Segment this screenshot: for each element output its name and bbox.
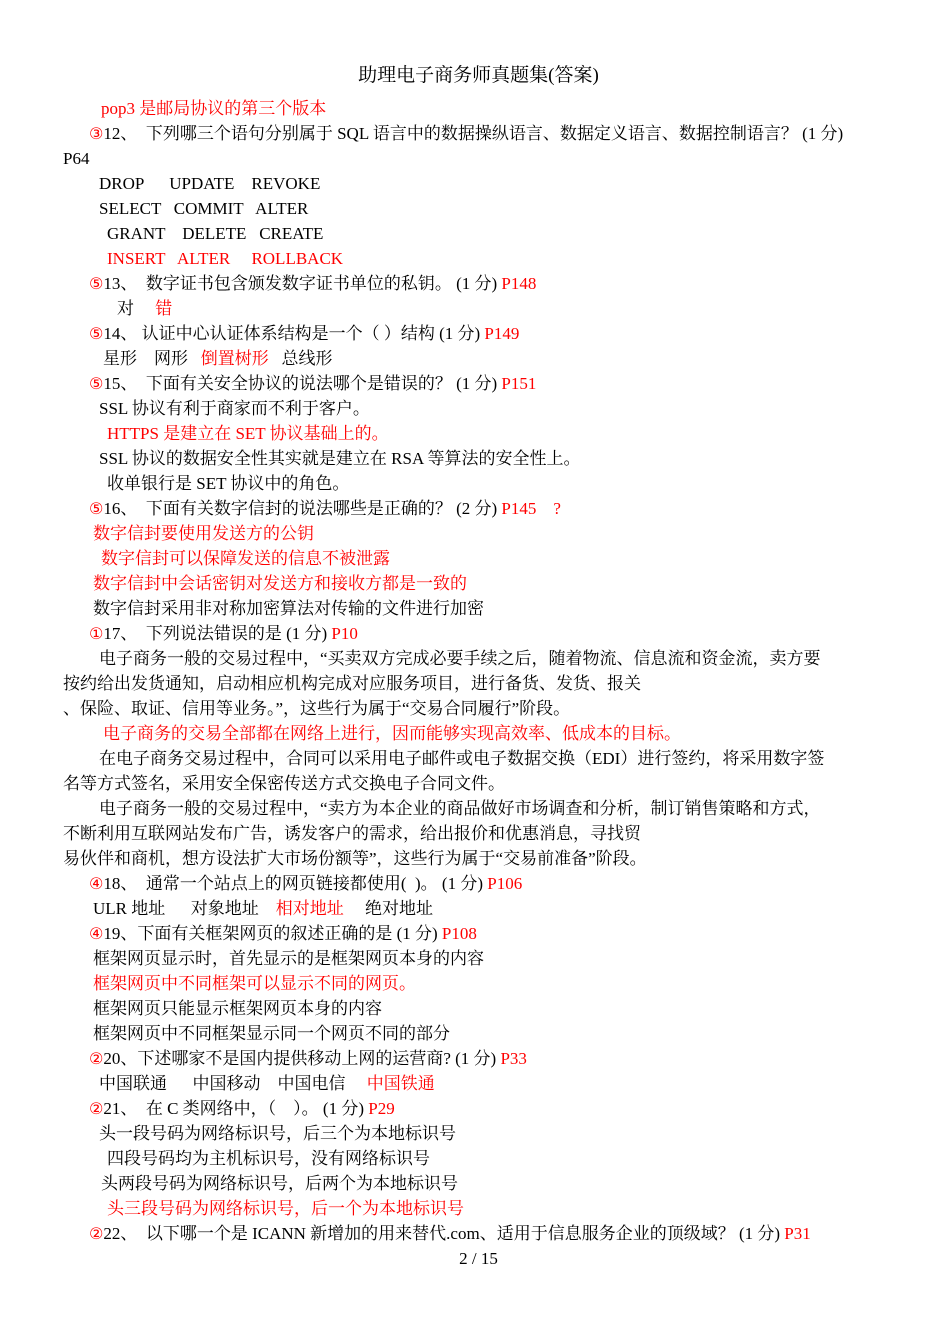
answer-text: 数字信封中会话密钥对发送方和接收方都是一致的 xyxy=(93,574,467,593)
body-text: SSL 协议的数据安全性其实就是建立在 RSA 等算法的安全性上。 xyxy=(99,449,581,468)
body-text: 框架网页中不同框架显示同一个网页不同的部分 xyxy=(93,1024,450,1043)
body-text: 四段号码均为主机标识号，没有网络标识号 xyxy=(107,1149,430,1168)
doc-line xyxy=(63,521,894,546)
body-text: 17、 下列说法错误的是 (1 分) xyxy=(103,624,332,643)
body-text: 绝对地址 xyxy=(343,899,433,918)
doc-line xyxy=(63,196,894,221)
body-text: 中国联通 中国移动 中国电信 xyxy=(99,1074,367,1093)
doc-line xyxy=(63,871,894,896)
doc-line xyxy=(63,946,894,971)
doc-line xyxy=(63,346,894,371)
doc-line xyxy=(63,1071,894,1096)
doc-line xyxy=(63,296,894,321)
body-text: 21、 在 C 类网络中，（ ）。 (1 分) xyxy=(103,1099,369,1118)
doc-line xyxy=(63,1196,894,1221)
answer-text: 倒置树形 xyxy=(200,349,269,368)
body-text: SSL 协议有利于商家而不利于客户。 xyxy=(99,399,370,418)
answer-text: pop3 是邮局协议的第三个版本 xyxy=(101,99,327,118)
doc-line xyxy=(63,396,894,421)
doc-line xyxy=(63,96,894,121)
doc-line xyxy=(63,1096,894,1121)
answer-text: HTTPS 是建立在 SET 协议基础上的。 xyxy=(107,424,389,443)
body-text: 数字信封采用非对称加密算法对传输的文件进行加密 xyxy=(93,599,484,618)
answer-text: P106 xyxy=(487,874,523,893)
doc-line xyxy=(63,721,894,746)
doc-line xyxy=(63,796,894,821)
doc-line xyxy=(63,1221,894,1246)
answer-text: P145 ? xyxy=(501,499,561,518)
body-text: 18、 通常一个站点上的网页链接都使用( )。 (1 分) xyxy=(103,874,488,893)
doc-line xyxy=(63,921,894,946)
body-text: P64 xyxy=(63,149,90,168)
body-text: 框架网页显示时，首先显示的是框架网页本身的内容 xyxy=(93,949,484,968)
page-number: 2 / 15 xyxy=(459,1249,498,1268)
body-text: 14、 认证中心认证体系结构是一个（ ）结构 (1 分) xyxy=(103,324,485,343)
question-number-badge: ① xyxy=(89,624,104,643)
body-text: 易伙伴和商机，想方设法扩大市场份额等”，这些行为属于“交易前准备”阶段。 xyxy=(63,849,647,868)
doc-line xyxy=(63,221,894,246)
doc-line xyxy=(63,321,894,346)
body-text: 收单银行是 SET 协议中的角色。 xyxy=(107,474,350,493)
doc-line xyxy=(63,746,894,771)
answer-text: P33 xyxy=(500,1049,527,1068)
question-number-badge: ② xyxy=(89,1224,104,1243)
doc-line xyxy=(63,1146,894,1171)
doc-line xyxy=(63,671,894,696)
body-text: 电子商务一般的交易过程中，“买卖双方完成必要手续之后，随着物流、信息流和资金流，卖方要 xyxy=(99,649,821,668)
doc-line xyxy=(63,171,894,196)
doc-line xyxy=(63,246,894,271)
body-text: 16、 下面有关数字信封的说法哪些是正确的？ (2 分) xyxy=(103,499,502,518)
answer-text: P31 xyxy=(784,1224,811,1243)
body-text: 对 xyxy=(117,299,156,318)
answer-text: 框架网页中不同框架可以显示不同的网页。 xyxy=(93,974,416,993)
doc-line xyxy=(63,996,894,1021)
answer-text: INSERT ALTER ROLLBACK xyxy=(107,249,344,268)
page-title: 助理电子商务师真题集(答案) xyxy=(358,65,599,86)
doc-line xyxy=(63,471,894,496)
body-text: 按约给出发货通知，启动相应机构完成对应服务项目，进行备货、发货、报关 xyxy=(63,674,641,693)
body-text: GRANT DELETE CREATE xyxy=(107,224,324,243)
body-text: 12、 下列哪三个语句分别属于 SQL 语言中的数据操纵语言、数据定义语言、数据控制语言？ (1 分) xyxy=(103,124,844,143)
body-text: 不断利用互联网站发布广告，诱发客户的需求，给出报价和优惠消息，寻找贸 xyxy=(63,824,641,843)
answer-text: 相对地址 xyxy=(275,899,344,918)
body-text: 名等方式签名，采用安全保密传送方式交换电子合同文件。 xyxy=(63,774,505,793)
doc-line xyxy=(63,1046,894,1071)
answer-text: P149 xyxy=(484,324,520,343)
answer-text: P10 xyxy=(331,624,358,643)
answer-text: P148 xyxy=(501,274,537,293)
body-text: 在电子商务交易过程中，合同可以采用电子邮件或电子数据交换（EDI）进行签约，将采用数字签 xyxy=(99,749,825,768)
body-text: 星形 网形 xyxy=(103,349,201,368)
doc-line xyxy=(63,971,894,996)
doc-line xyxy=(63,371,894,396)
doc-line xyxy=(63,121,894,146)
question-number-badge: ④ xyxy=(89,924,104,943)
doc-line xyxy=(63,421,894,446)
doc-line xyxy=(63,821,894,846)
answer-text: 数字信封可以保障发送的信息不被泄露 xyxy=(101,549,390,568)
doc-line xyxy=(63,146,894,171)
body-text: DROP UPDATE REVOKE xyxy=(99,174,321,193)
doc-line xyxy=(63,1121,894,1146)
doc-line xyxy=(63,896,894,921)
body-text: 13、 数字证书包含颁发数字证书单位的私钥。 (1 分) xyxy=(103,274,502,293)
answer-text: 错 xyxy=(155,299,173,318)
answer-text: 中国铁通 xyxy=(366,1074,435,1093)
doc-line xyxy=(63,771,894,796)
doc-line xyxy=(63,271,894,296)
question-number-badge: ③ xyxy=(89,124,104,143)
question-number-badge: ④ xyxy=(89,874,104,893)
question-number-badge: ② xyxy=(89,1099,104,1118)
body-text: 20、下述哪家不是国内提供移动上网的运营商? (1 分) xyxy=(103,1049,501,1068)
body-text: 总线形 xyxy=(268,349,333,368)
body-text: 15、 下面有关安全协议的说法哪个是错误的？ (1 分) xyxy=(103,374,502,393)
doc-line xyxy=(63,696,894,721)
answer-text: 头三段号码为网络标识号，后一个为本地标识号 xyxy=(107,1199,464,1218)
doc-line xyxy=(63,446,894,471)
question-number-badge: ⑤ xyxy=(89,499,104,518)
question-number-badge: ② xyxy=(89,1049,104,1068)
answer-text: 电子商务的交易全部都在网络上进行，因而能够实现高效率、低成本的目标。 xyxy=(103,724,681,743)
answer-text: P108 xyxy=(441,924,477,943)
body-text: SELECT COMMIT ALTER xyxy=(99,199,309,218)
doc-line xyxy=(63,1171,894,1196)
doc-line xyxy=(63,646,894,671)
question-number-badge: ⑤ xyxy=(89,324,104,343)
body-text: 电子商务一般的交易过程中，“卖方为本企业的商品做好市场调查和分析，制订销售策略和方式， xyxy=(99,799,821,818)
question-number-badge: ⑤ xyxy=(89,374,104,393)
body-text: 19、下面有关框架网页的叙述正确的是 (1 分) xyxy=(103,924,442,943)
doc-line xyxy=(63,496,894,521)
doc-line xyxy=(63,571,894,596)
answer-text: 数字信封要使用发送方的公钥 xyxy=(93,524,314,543)
body-text: 头两段号码为网络标识号，后两个为本地标识号 xyxy=(101,1174,458,1193)
doc-line xyxy=(63,621,894,646)
answer-text: P151 xyxy=(501,374,537,393)
body-text: 22、 以下哪一个是 ICANN 新增加的用来替代.com、适用于信息服务企业的顶级域？ (1 分) xyxy=(103,1224,785,1243)
body-text: 、保险、取证、信用等业务。”，这些行为属于“交易合同履行”阶段。 xyxy=(63,699,571,718)
doc-line xyxy=(63,546,894,571)
doc-line xyxy=(63,596,894,621)
body-text: ULR 地址 对象地址 xyxy=(93,899,276,918)
body-text: 头一段号码为网络标识号，后三个为本地标识号 xyxy=(99,1124,456,1143)
doc-line xyxy=(63,1021,894,1046)
body-text: 框架网页只能显示框架网页本身的内容 xyxy=(93,999,382,1018)
question-number-badge: ⑤ xyxy=(89,274,104,293)
document-lines xyxy=(63,96,894,1246)
answer-text: P29 xyxy=(368,1099,395,1118)
doc-line xyxy=(63,846,894,871)
